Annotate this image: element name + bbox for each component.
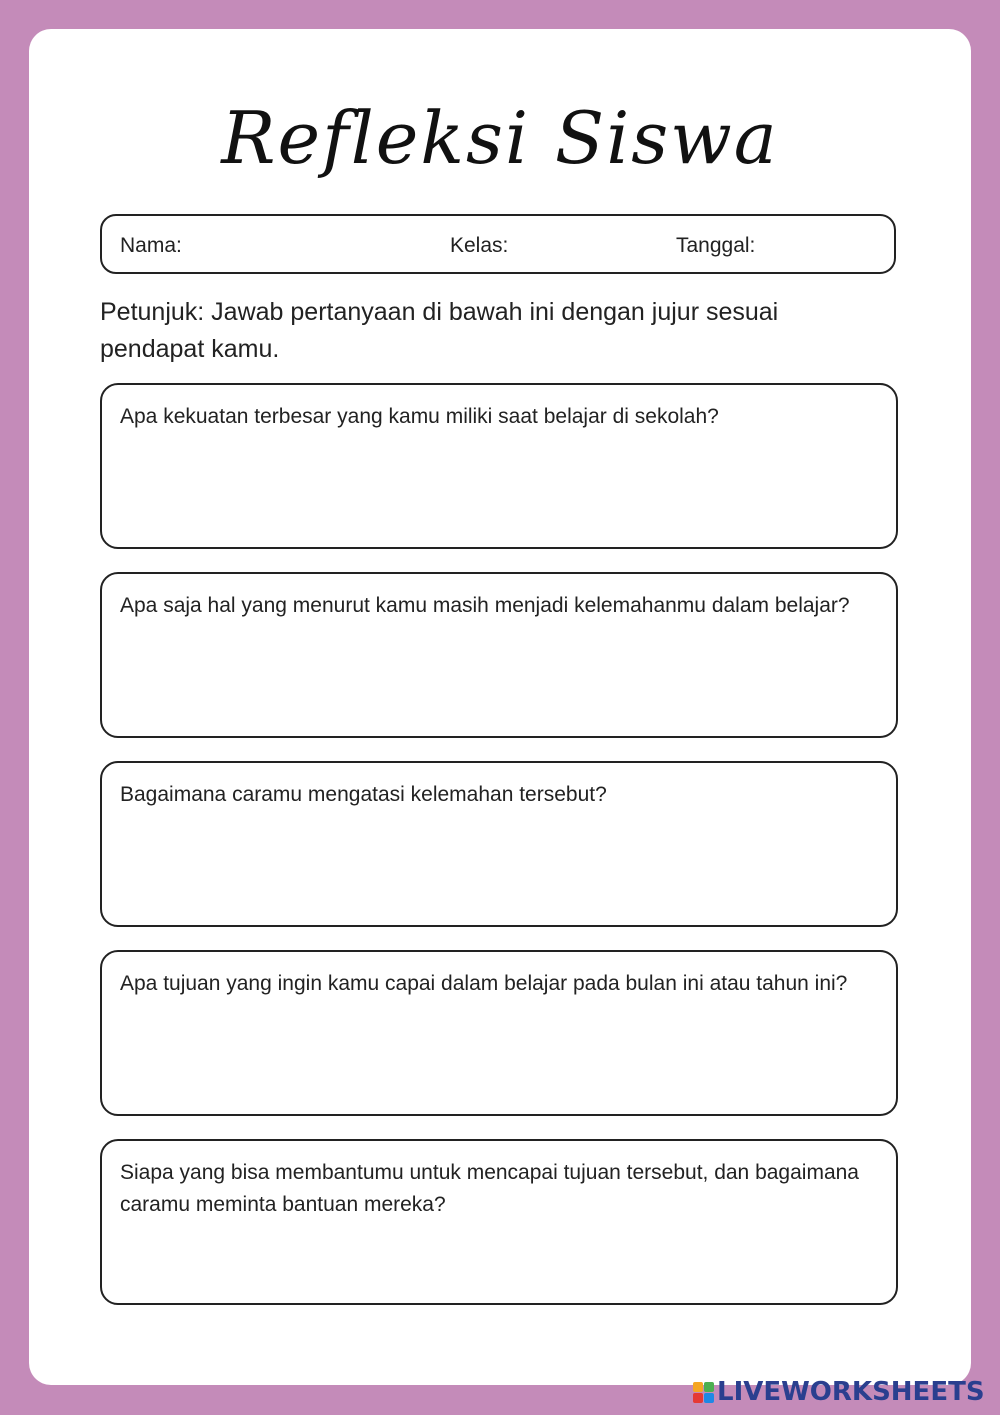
answer-field-4[interactable] xyxy=(116,1028,882,1102)
question-text-4: Apa tujuan yang ingin kamu capai dalam belajar pada bulan ini atau tahun ini? xyxy=(120,972,848,995)
student-info-box xyxy=(100,214,896,274)
logo-square-2 xyxy=(704,1382,714,1392)
logo-square-4 xyxy=(704,1393,714,1403)
answer-field-5[interactable] xyxy=(116,1217,882,1291)
question-box-4 xyxy=(100,950,898,1116)
kelas-label: Kelas: xyxy=(450,234,509,257)
page-title: Refleksi Siswa xyxy=(221,96,779,180)
logo-square-3 xyxy=(693,1393,703,1403)
question-box-1 xyxy=(100,383,898,549)
liveworksheets-logo[interactable] xyxy=(693,1377,985,1407)
question-box-3 xyxy=(100,761,898,927)
nama-label: Nama: xyxy=(120,234,182,257)
liveworksheets-icon xyxy=(693,1382,714,1403)
question-text-2: Apa saja hal yang menurut kamu masih menjadi kelemahanmu dalam belajar? xyxy=(120,594,850,617)
answer-field-2[interactable] xyxy=(116,650,882,724)
question-box-2 xyxy=(100,572,898,738)
question-text-5: Siapa yang bisa membantumu untuk mencapai tujuan tersebut, dan bagaimana caramu meminta bantuan mereka? xyxy=(120,1161,859,1216)
question-box-5 xyxy=(100,1139,898,1305)
question-text-3: Bagaimana caramu mengatasi kelemahan tersebut? xyxy=(120,783,607,806)
instructions: Petunjuk: Jawab pertanyaan di bawah ini dengan jujur sesuai pendapat kamu. xyxy=(100,298,779,363)
question-text-1: Apa kekuatan terbesar yang kamu miliki saat belajar di sekolah? xyxy=(120,405,719,428)
logo-square-1 xyxy=(693,1382,703,1392)
brand-name: LIVEWORKSHEETS xyxy=(717,1377,985,1407)
answer-field-3[interactable] xyxy=(116,839,882,913)
answer-field-1[interactable] xyxy=(116,461,882,535)
tanggal-label: Tanggal: xyxy=(676,234,756,257)
